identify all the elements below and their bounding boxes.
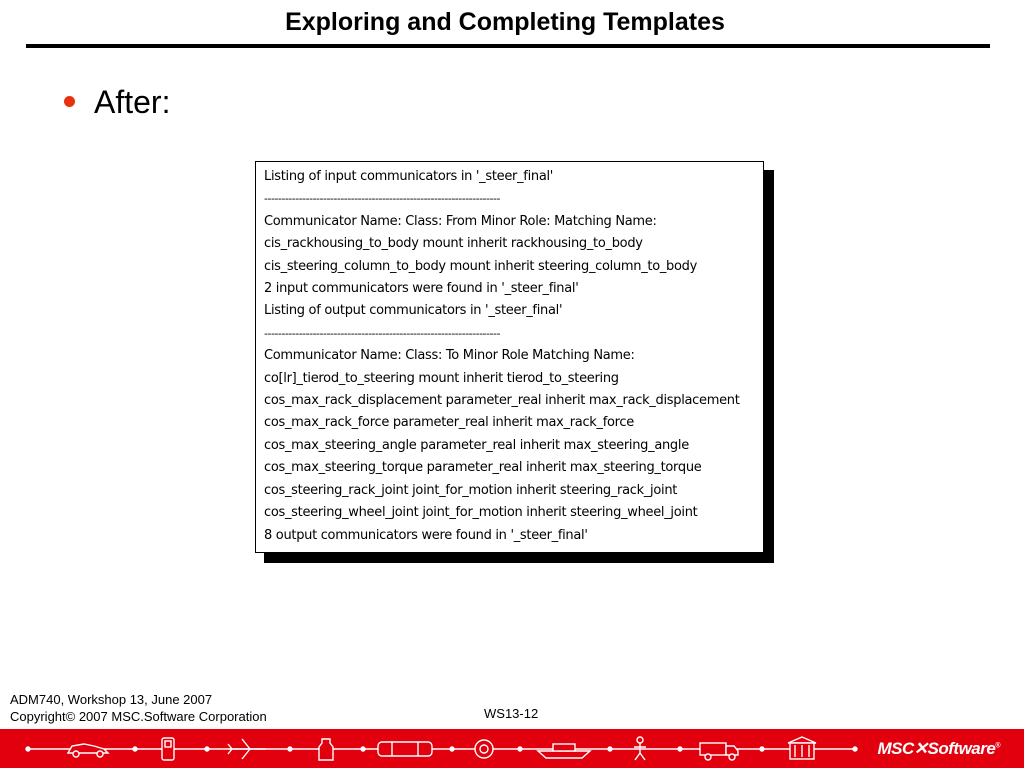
listing-line: Communicator Name: Class: From Minor Role: Matching Name: [264, 213, 657, 229]
listing-line: cos_max_steering_torque parameter_real inherit max_steering_torque [264, 460, 702, 476]
gear-icon [475, 740, 493, 758]
listing-line: cos_steering_wheel_joint joint_for_motion inherit steering_wheel_joint [264, 505, 698, 521]
airplane-icon [228, 739, 266, 759]
building-icon [788, 737, 816, 759]
footer-course: ADM740, Workshop 13, June 2007 [10, 692, 213, 707]
timeline-dot [205, 747, 209, 751]
listing-line: 8 output communicators were found in '_steer_final' [264, 527, 588, 543]
timeline-dot [608, 747, 612, 751]
timeline-dot [518, 747, 522, 751]
listing-line: cis_rackhousing_to_body mount inherit rackhousing_to_body [264, 236, 643, 252]
car-icon [68, 744, 108, 757]
listing-line: cos_steering_rack_joint joint_for_motion inherit steering_rack_joint [264, 482, 678, 498]
bullet-text: After: [94, 84, 171, 120]
footer-bar [0, 729, 1024, 768]
msc-software-logo: MSC✕Software® [877, 739, 1000, 758]
listing-line: cis_steering_column_to_body mount inherit steering_column_to_body [264, 258, 698, 274]
footer-icon-strip [0, 729, 860, 768]
listing-line: Listing of input communicators in '_steer_final' [264, 169, 554, 184]
title-divider [26, 44, 990, 48]
listing-line: Listing of output communicators in '_steer_final' [264, 303, 563, 319]
timeline-dot [361, 747, 365, 751]
bottle-icon [319, 739, 333, 760]
truck-icon [700, 743, 738, 760]
page-title: Exploring and Completing Templates [285, 8, 725, 36]
timeline-dot [26, 747, 30, 751]
footer-info [10, 691, 267, 725]
page-number: WS13-12 [484, 706, 539, 721]
communicator-listing [255, 161, 764, 553]
listing-line: cos_max_steering_angle parameter_real inherit max_steering_angle [264, 437, 689, 453]
listing-line: cos_max_rack_force parameter_real inherit max_rack_force [264, 415, 634, 431]
listing-line: 2 input communicators were found in '_steer_final' [264, 281, 579, 297]
capsule-icon [378, 742, 432, 756]
listing-line: co[lr]_tierod_to_steering mount inherit tierod_to_steering [264, 370, 619, 386]
timeline-dot [678, 747, 682, 751]
listing-line: cos_max_rack_displacement parameter_real inherit max_rack_displacement [264, 393, 740, 409]
timeline-dot [853, 747, 857, 751]
phone-icon [162, 738, 174, 760]
listing-line: Communicator Name: Class: To Minor Role Matching Name: [264, 348, 635, 364]
timeline-dot [760, 747, 764, 751]
timeline-dot [133, 747, 137, 751]
logo-x-mark: ✕ [913, 739, 928, 758]
ship-icon [538, 744, 590, 758]
listing-line: -------------------------------------------------------------------- [264, 326, 500, 340]
bullet-dot [64, 96, 75, 107]
timeline-dot [288, 747, 292, 751]
footer-copyright: Copyright© 2007 MSC.Software Corporation [10, 709, 267, 724]
listing-line: -------------------------------------------------------------------- [264, 192, 500, 206]
timeline-dot [450, 747, 454, 751]
